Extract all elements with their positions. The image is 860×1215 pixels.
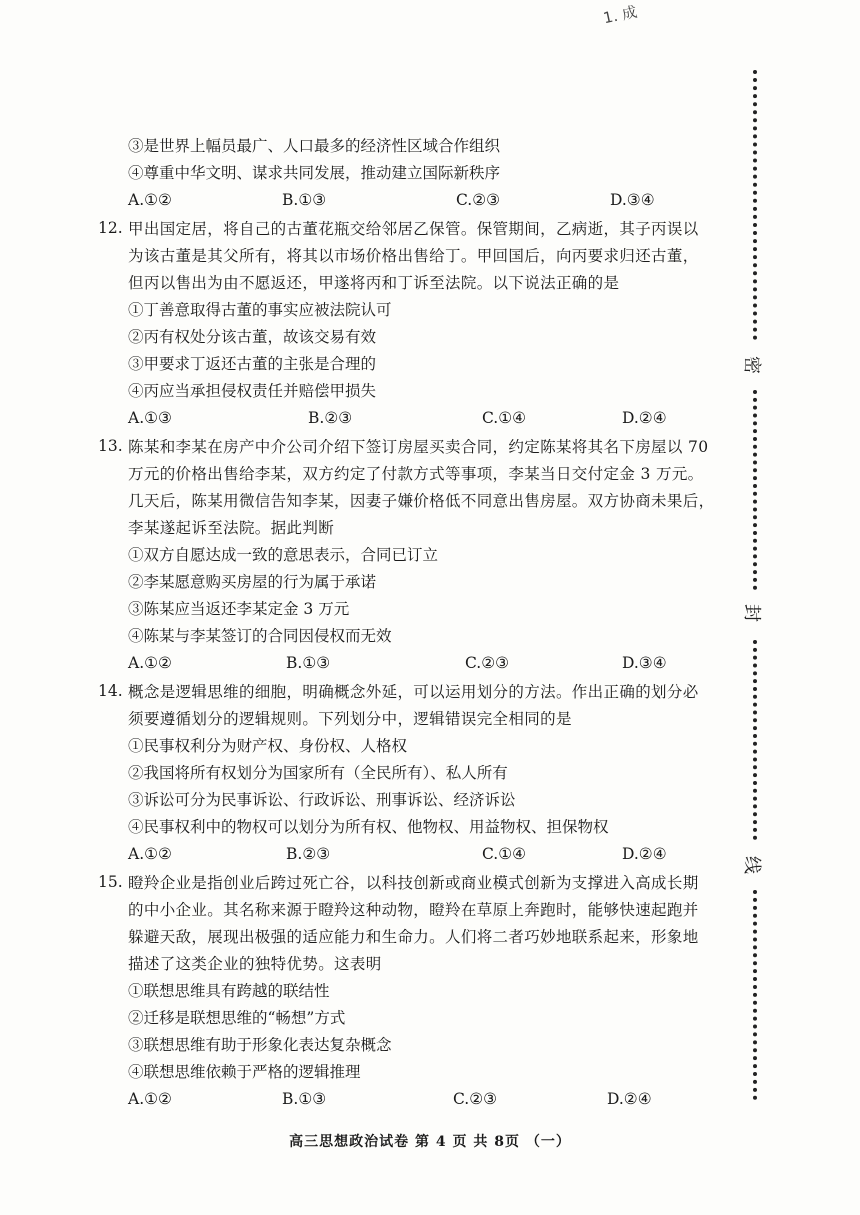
choice-b: B.①③ — [282, 1090, 327, 1108]
question-number: 14. — [98, 682, 123, 700]
option-line: ③陈某应当返还李某定金 3 万元 — [128, 600, 350, 618]
choice-a: A.①② — [128, 191, 172, 209]
choice-d: D.②④ — [622, 409, 667, 427]
question-stem-line: 描述了这类企业的独特优势。这表明 — [128, 955, 382, 973]
question-stem-line: 的中小企业。其名称来源于瞪羚这种动物，瞪羚在草原上奔跑时，能够快速起跑并 — [128, 901, 699, 919]
choice-a: A.①② — [128, 845, 172, 863]
binding-label-close: 封 — [741, 604, 762, 622]
question-number: 12. — [98, 219, 123, 237]
choice-b: B.①③ — [282, 191, 327, 209]
choice-c: C.②③ — [465, 654, 510, 672]
question-number: 15. — [98, 873, 123, 891]
option-line: ④丙应当承担侵权责任并赔偿甲损失 — [128, 382, 377, 400]
choice-c: C.①④ — [482, 845, 527, 863]
answer-choices — [100, 1089, 700, 1118]
question-stem-line: 为该古董是其父所有，将其以市场价格出售给丁。甲回国后，向丙要求归还古董， — [128, 247, 699, 265]
question-stem-line: 李某遂起诉至法院。据此判断 — [128, 519, 335, 537]
choice-d: D.③④ — [610, 191, 655, 209]
option-line: ②李某愿意购买房屋的行为属于承诺 — [128, 573, 377, 591]
question-stem-line: 万元的价格出售给李某，双方约定了付款方式等事项，李某当日交付定金 3 万元。 — [128, 465, 704, 483]
choice-c: C.②③ — [456, 191, 501, 209]
option-line: ③诉讼可分为民事诉讼、行政诉讼、刑事诉讼、经济诉讼 — [128, 791, 516, 809]
question-12 — [100, 219, 700, 437]
answer-choices — [100, 653, 700, 682]
choice-d: D.②④ — [622, 845, 667, 863]
binding-dotted-line — [753, 890, 761, 1100]
question-stem-line: 几天后，陈某用微信告知李某，因妻子嫌价格低不同意出售房屋。双方协商未果后， — [128, 492, 715, 510]
question-15 — [100, 873, 700, 1118]
binding-label-seal: 密 — [741, 356, 762, 374]
option-line: ②丙有权处分该古董，故该交易有效 — [128, 328, 377, 346]
question-stem-line: 陈某和李某在房产中介公司介绍下签订房屋买卖合同，约定陈某将其名下房屋以 70 — [128, 438, 709, 456]
option-line: ③联想思维有助于形象化表达复杂概念 — [128, 1036, 392, 1054]
question-stem-line: 瞪羚企业是指创业后跨过死亡谷，以科技创新或商业模式创新为支撑进入高成长期 — [128, 874, 699, 892]
question-stem-line: 甲出国定居，将自己的古董花瓶交给邻居乙保管。保管期间，乙病逝，其子丙误以 — [128, 220, 699, 238]
option-line: ③甲要求丁返还古董的主张是合理的 — [128, 355, 377, 373]
choice-c: C.①④ — [482, 409, 527, 427]
choice-b: B.②③ — [286, 845, 331, 863]
choice-b: B.②③ — [308, 409, 353, 427]
option-line: ④民事权利中的物权可以划分为所有权、他物权、用益物权、担保物权 — [128, 818, 609, 836]
corner-handwritten-mark: 1. 成 — [601, 2, 639, 28]
option-line: ②我国将所有权划分为国家所有（全民所有）、私人所有 — [128, 764, 508, 782]
question-content — [98, 136, 715, 1118]
question-stem-line: 须要遵循划分的逻辑规则。下列划分中，逻辑错误完全相同的是 — [128, 710, 572, 728]
choice-a: A.①② — [128, 1090, 172, 1108]
option-line: ①联想思维具有跨越的联结性 — [128, 982, 330, 1000]
page-footer: 高三思想政治试卷 第 4 页 共 8页 （一） — [289, 1134, 571, 1150]
question-stem-line: 概念是逻辑思维的细胞，明确概念外延，可以运用划分的方法。作出正确的划分必 — [128, 683, 699, 701]
binding-dotted-line — [753, 640, 761, 840]
option-line: ④尊重中华文明、谋求共同发展，推动建立国际新秩序 — [128, 164, 501, 182]
option-line: ①双方自愿达成一致的意思表示，合同已订立 — [128, 546, 439, 564]
binding-label-line: 线 — [741, 856, 762, 874]
option-line: ①丁善意取得古董的事实应被法院认可 — [128, 301, 392, 319]
answer-choices — [100, 408, 700, 437]
answer-choices — [100, 190, 700, 219]
question-stem-line: 躲避天敌，展现出极强的适应能力和生命力。人们将二者巧妙地联系起来，形象地 — [128, 928, 699, 946]
choice-a: A.①③ — [128, 409, 172, 427]
choice-b: B.①③ — [286, 654, 331, 672]
option-line: ④陈某与李某签订的合同因侵权而无效 — [128, 627, 392, 645]
answer-choices — [100, 844, 700, 873]
choice-a: A.①② — [128, 654, 172, 672]
binding-dotted-line — [753, 70, 761, 340]
choice-d: D.②④ — [607, 1090, 652, 1108]
question-13 — [98, 437, 715, 682]
question-number: 13. — [98, 437, 123, 455]
question-stem-line: 但丙以售出为由不愿返还，甲遂将丙和丁诉至法院。以下说法正确的是 — [128, 274, 620, 292]
option-line: ③是世界上幅员最广、人口最多的经济性区域合作组织 — [128, 137, 501, 155]
question-14 — [100, 682, 700, 873]
option-line: ④联想思维依赖于严格的逻辑推理 — [128, 1063, 361, 1081]
choice-c: C.②③ — [453, 1090, 498, 1108]
option-line: ②迁移是联想思维的“畅想”方式 — [128, 1009, 346, 1027]
choice-d: D.③④ — [622, 654, 667, 672]
option-line: ①民事权利分为财产权、身份权、人格权 — [128, 737, 408, 755]
binding-dotted-line — [753, 390, 761, 590]
